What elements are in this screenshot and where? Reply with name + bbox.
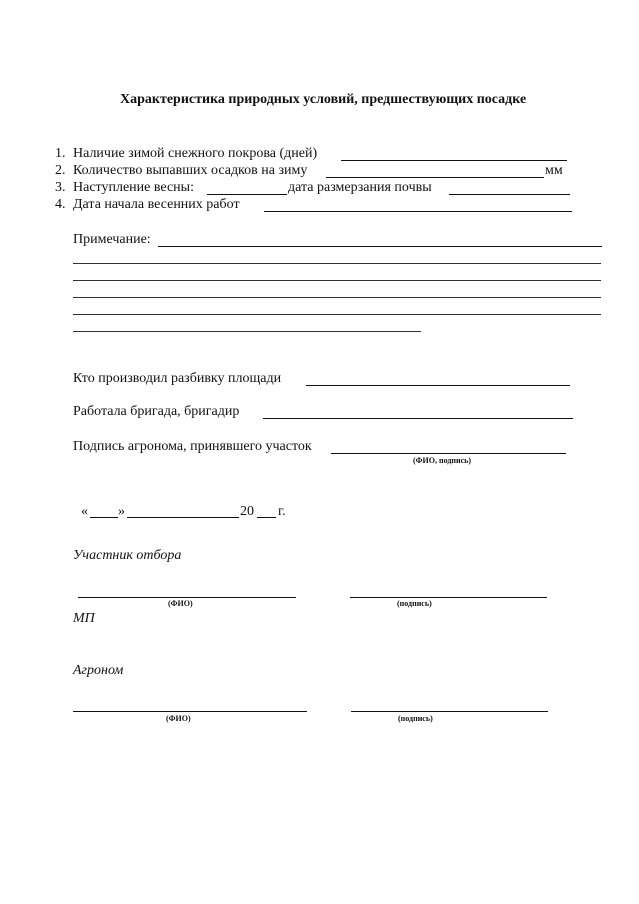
item-1-field[interactable]	[341, 160, 567, 161]
item-3-label: Наступление весны:	[73, 180, 194, 195]
participant-signature-hint: (подпись)	[397, 599, 432, 608]
agronom-sign-field[interactable]	[331, 453, 566, 454]
document-title: Характеристика природных условий, предшествующих посадке	[120, 92, 527, 107]
item-4-label: Дата начала весенних работ	[73, 197, 240, 212]
agronom-heading: Агроном	[73, 663, 124, 678]
brigada-label: Работала бригада, бригадир	[73, 404, 240, 419]
participant-fio-hint: (ФИО)	[168, 599, 193, 608]
date-close-quote: »	[118, 504, 125, 519]
item-1-number: 1.	[55, 146, 66, 161]
agronom-signature-hint: (подпись)	[398, 714, 433, 723]
item-3-number: 3.	[55, 180, 66, 195]
note-line-6[interactable]	[73, 331, 421, 332]
agronom-fio-field[interactable]	[73, 711, 307, 712]
item-1-label: Наличие зимой снежного покрова (дней)	[73, 146, 318, 161]
agronom-fio-hint: (ФИО)	[166, 714, 191, 723]
agronom-signature-field[interactable]	[351, 711, 548, 712]
item-4-field[interactable]	[264, 211, 572, 212]
date-open-quote: «	[81, 504, 88, 519]
note-line-4[interactable]	[73, 297, 601, 298]
note-label: Примечание:	[73, 232, 151, 247]
participant-signature-field[interactable]	[350, 597, 547, 598]
item-3-label2: дата размерзания почвы	[288, 180, 432, 195]
participant-heading: Участник отбора	[73, 548, 182, 563]
date-year-field[interactable]	[257, 517, 276, 518]
participant-fio-field[interactable]	[78, 597, 296, 598]
agronom-sign-label: Подпись агронома, принявшего участок	[73, 439, 312, 454]
brigada-field[interactable]	[263, 418, 573, 419]
date-year-suffix: г.	[278, 504, 286, 519]
item-2-unit: мм	[545, 163, 563, 178]
note-line-2[interactable]	[73, 263, 601, 264]
item-2-label: Количество выпавших осадков на зиму	[73, 163, 308, 178]
note-line-5[interactable]	[73, 314, 601, 315]
date-month-field[interactable]	[127, 517, 239, 518]
note-line-1[interactable]	[158, 246, 602, 247]
razbivka-label: Кто производил разбивку площади	[73, 371, 282, 386]
date-day-field[interactable]	[90, 517, 118, 518]
item-2-field[interactable]	[326, 177, 544, 178]
note-line-3[interactable]	[73, 280, 601, 281]
item-3-field-thaw[interactable]	[449, 194, 570, 195]
item-2-number: 2.	[55, 163, 66, 178]
razbivka-field[interactable]	[306, 385, 570, 386]
item-3-field-spring[interactable]	[207, 194, 287, 195]
item-4-number: 4.	[55, 197, 66, 212]
date-year-prefix: 20	[240, 504, 254, 519]
stamp-mark: МП	[73, 611, 95, 626]
agronom-sign-hint: (ФИО, подпись)	[413, 456, 472, 465]
